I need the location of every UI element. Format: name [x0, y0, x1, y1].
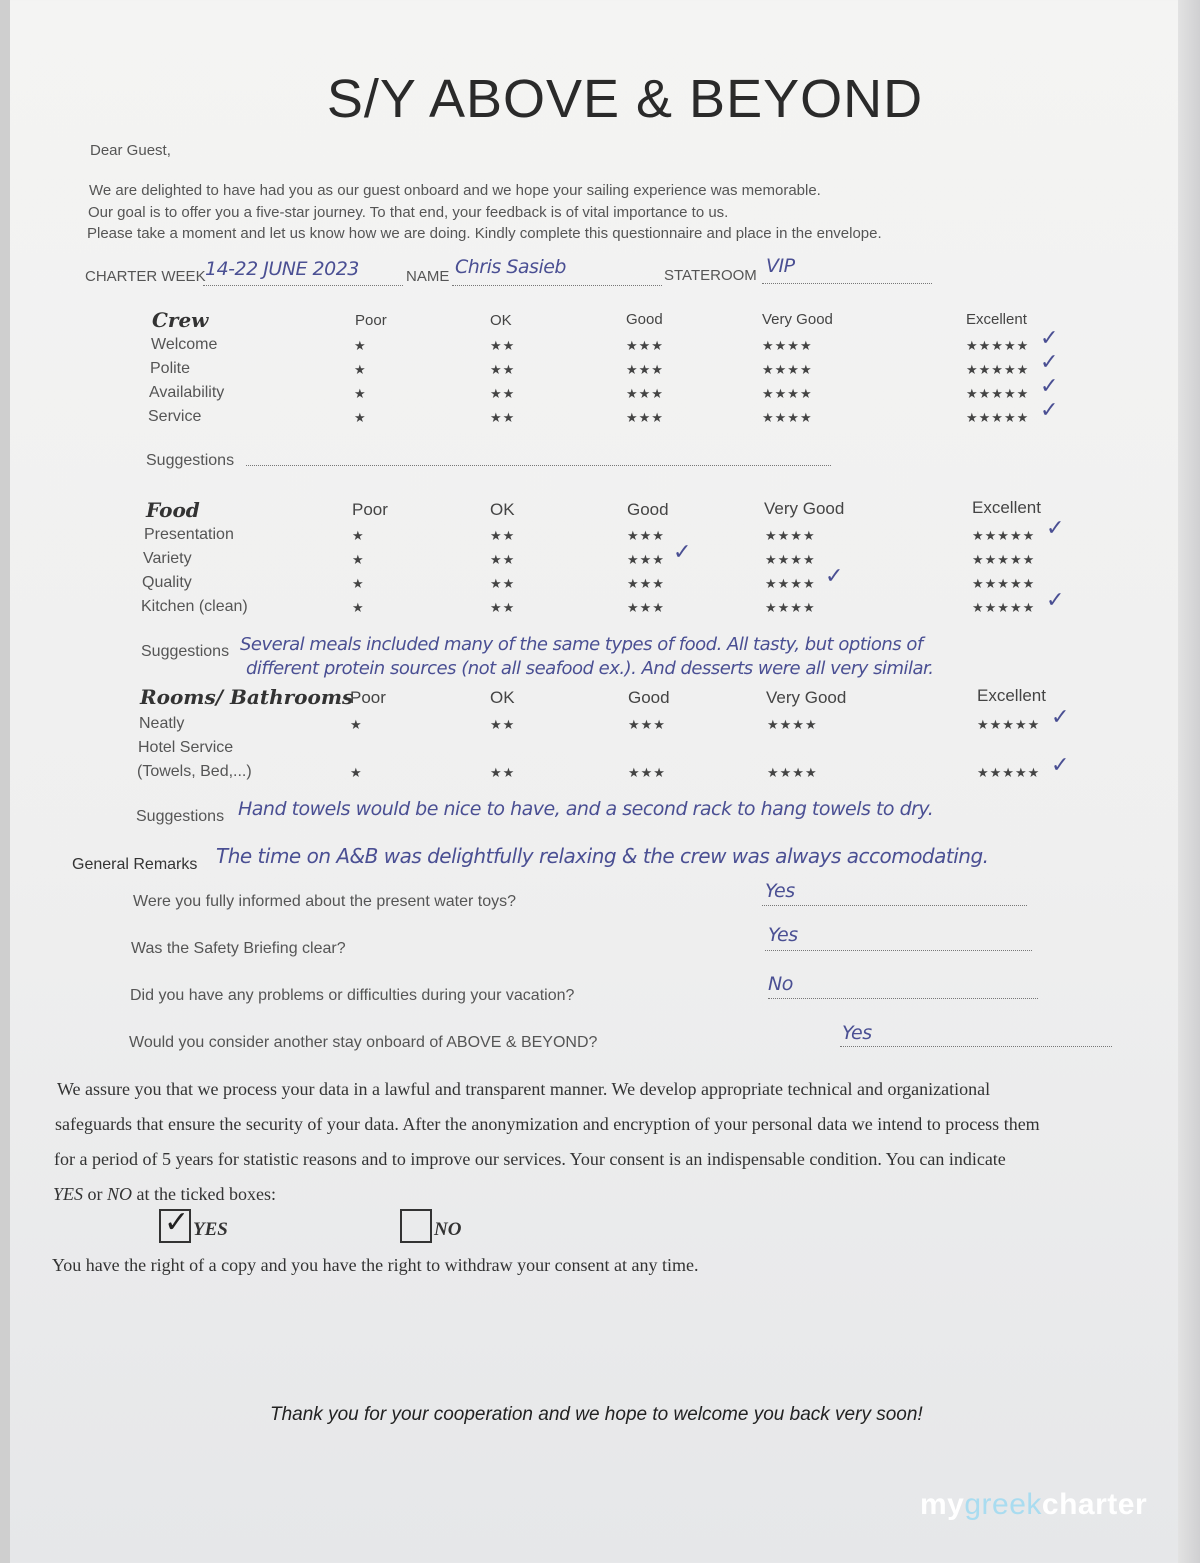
food-rating-option[interactable]: ★★★★★: [972, 552, 1036, 567]
food-rating-option[interactable]: ★★★★★: [972, 576, 1036, 591]
charter-week-line: [203, 285, 403, 286]
rooms-suggestion[interactable]: Hand towels would be nice to have, and a second rack to hang towels to dry.: [238, 798, 934, 820]
question-answer[interactable]: Yes: [842, 1022, 872, 1044]
rooms-rating-option[interactable]: ★★★★: [767, 765, 818, 780]
food-rating-option[interactable]: ★★★★: [765, 528, 816, 543]
crew-rating-option[interactable]: ★: [354, 410, 367, 425]
charter-week-value[interactable]: 14-22 JUNE 2023: [205, 258, 359, 280]
food-rating-option[interactable]: ★★★: [627, 576, 665, 591]
crew-rating-option[interactable]: ★: [354, 386, 367, 401]
crew-row-label: Polite: [150, 360, 191, 377]
stateroom-label: STATEROOM: [664, 267, 757, 284]
question-text: Were you fully informed about the present water toys?: [133, 893, 517, 910]
general-remarks-label: General Remarks: [72, 856, 198, 873]
crew-row-label: Service: [148, 408, 202, 425]
crew-heading: Crew: [152, 308, 209, 332]
brand-part-1: my: [920, 1488, 965, 1521]
food-rating-option[interactable]: ★: [352, 528, 365, 543]
check-icon: ✓: [164, 1205, 190, 1240]
rooms-col-ok: OK: [490, 688, 515, 707]
rooms-rating-option[interactable]: ★★★: [628, 765, 666, 780]
food-rating-option[interactable]: ★★: [490, 528, 516, 543]
check-icon: ✓: [673, 540, 692, 565]
food-col-very-good: Very Good: [764, 499, 845, 518]
crew-rating-option[interactable]: ★★: [490, 362, 516, 377]
food-col-excellent: Excellent: [972, 498, 1041, 517]
food-row-label: Kitchen (clean): [141, 598, 248, 615]
food-rating-option[interactable]: ★★: [490, 552, 516, 567]
check-icon: ✓: [1040, 350, 1059, 375]
answer-line: [762, 905, 1027, 906]
name-value[interactable]: Chris Sasieb: [455, 256, 566, 278]
check-icon: ✓: [1046, 516, 1065, 541]
crew-col-excellent: Excellent: [966, 311, 1027, 328]
crew-row-label: Availability: [149, 384, 225, 401]
answer-line: [840, 1046, 1112, 1047]
crew-col-poor: Poor: [355, 312, 387, 329]
food-col-good: Good: [627, 500, 669, 519]
crew-suggestions-label: Suggestions: [146, 452, 235, 469]
crew-rating-option[interactable]: ★★★: [626, 362, 664, 377]
food-rating-option[interactable]: ★★★★: [765, 576, 816, 591]
food-col-poor: Poor: [352, 500, 388, 519]
name-label: NAME: [406, 268, 450, 285]
food-suggestion-line-2[interactable]: different protein sources (not all seafood ex.). And desserts were all very similar.: [246, 658, 934, 679]
food-rating-option[interactable]: ★★★★★: [972, 528, 1036, 543]
check-icon: ✓: [1051, 753, 1070, 778]
thanks-text: Thank you for your cooperation and we hope to welcome you back very soon!: [270, 1404, 923, 1425]
crew-row-label: Welcome: [151, 336, 218, 353]
crew-rating-option[interactable]: ★★★★★: [966, 410, 1030, 425]
crew-rating-option[interactable]: ★★★★: [762, 410, 813, 425]
paper-edge-left: [0, 0, 10, 1563]
check-icon: ✓: [1046, 588, 1065, 613]
brand-part-3: charter: [1041, 1488, 1148, 1521]
crew-col-good: Good: [626, 311, 663, 328]
brand-part-2: greek: [964, 1488, 1042, 1521]
crew-rating-option[interactable]: ★★★★★: [966, 338, 1030, 353]
crew-rating-option[interactable]: ★★: [490, 338, 516, 353]
food-suggestion-line-1[interactable]: Several meals included many of the same types of food. All tasty, but options of: [240, 634, 923, 655]
rooms-col-poor: Poor: [350, 688, 386, 707]
rooms-col-very-good: Very Good: [766, 688, 847, 707]
charter-week-label: CHARTER WEEK: [85, 268, 206, 285]
question-text: Was the Safety Briefing clear?: [131, 940, 346, 957]
food-row-label: Variety: [143, 550, 192, 567]
intro-line-3: Please take a moment and let us know how we are doing. Kindly complete this questionnaire and place in the envelope.: [87, 225, 882, 242]
greeting: Dear Guest,: [90, 142, 171, 159]
food-row-label: Quality: [142, 574, 192, 591]
rooms-rating-option[interactable]: ★★: [490, 717, 516, 732]
crew-col-very-good: Very Good: [762, 311, 833, 328]
check-icon: ✓: [1040, 398, 1059, 423]
rooms-col-excellent: Excellent: [977, 686, 1046, 705]
crew-rating-option[interactable]: ★★★: [626, 410, 664, 425]
stateroom-line: [762, 283, 932, 284]
food-rating-option[interactable]: ★★★★: [765, 552, 816, 567]
crew-rating-option[interactable]: ★★: [490, 386, 516, 401]
privacy-or-word: or: [87, 1184, 103, 1204]
food-heading: Food: [146, 498, 200, 522]
rights-text: You have the right of a copy and you have the right to withdraw your consent at any time.: [52, 1255, 699, 1275]
privacy-line-4: [53, 1184, 276, 1205]
food-rating-option[interactable]: ★★: [490, 576, 516, 591]
food-rating-option[interactable]: ★: [352, 600, 365, 615]
crew-rating-option[interactable]: ★★★★★: [966, 362, 1030, 377]
consent-no-checkbox[interactable]: [400, 1209, 432, 1243]
food-rating-option[interactable]: ★★★★★: [972, 600, 1036, 615]
general-remarks-value[interactable]: The time on A&B was delightfully relaxing & the crew was always accomodating.: [216, 844, 989, 868]
food-row-label: Presentation: [144, 526, 234, 543]
privacy-yes-word: YES: [53, 1184, 84, 1204]
food-rating-option[interactable]: ★: [352, 552, 365, 567]
crew-rating-option[interactable]: ★: [354, 362, 367, 377]
food-rating-option[interactable]: ★★★: [627, 528, 665, 543]
name-line: [452, 285, 662, 286]
rooms-rating-option[interactable]: ★★★★★: [977, 717, 1041, 732]
crew-col-ok: OK: [490, 312, 512, 329]
rooms-rating-option[interactable]: ★: [350, 765, 363, 780]
privacy-line-1: We assure you that we process your data in a lawful and transparent manner. We develop appropriate technical and organizational: [57, 1079, 991, 1099]
check-icon: ✓: [825, 564, 844, 589]
question-text: Did you have any problems or difficulties during your vacation?: [130, 987, 575, 1004]
question-answer[interactable]: No: [768, 973, 793, 995]
question-text: Would you consider another stay onboard of ABOVE & BEYOND?: [129, 1034, 598, 1051]
rooms-rating-option[interactable]: ★: [350, 717, 363, 732]
consent-yes-checkbox[interactable]: [159, 1205, 191, 1243]
crew-rating-option[interactable]: ★★: [490, 410, 516, 425]
rooms-row-label-2: (Towels, Bed,...): [137, 763, 252, 780]
answer-line: [765, 950, 1032, 951]
crew-rating-option[interactable]: ★★★: [626, 338, 664, 353]
food-rating-option[interactable]: ★: [352, 576, 365, 591]
crew-rating-option[interactable]: ★★★★: [762, 362, 813, 377]
crew-rating-option[interactable]: ★★★★: [762, 386, 813, 401]
food-suggestions-label: Suggestions: [141, 643, 230, 660]
rooms-suggestions-label: Suggestions: [136, 808, 225, 825]
stateroom-value[interactable]: VIP: [766, 255, 795, 277]
rooms-row-label: Hotel Service: [138, 739, 234, 756]
rooms-rating-option[interactable]: ★★: [490, 765, 516, 780]
page-title: S/Y ABOVE & BEYOND: [326, 69, 924, 129]
privacy-no-word: NO: [107, 1184, 133, 1204]
intro-line-2: Our goal is to offer you a five-star journey. To that end, your feedback is of vital importance to us.: [88, 204, 729, 221]
rooms-row-label: Neatly: [139, 715, 185, 732]
question-answer[interactable]: Yes: [765, 880, 795, 902]
food-col-ok: OK: [490, 500, 515, 519]
consent-no-label: NO: [434, 1219, 462, 1240]
crew-rating-option[interactable]: ★: [354, 338, 367, 353]
intro-line-1: We are delighted to have had you as our guest onboard and we hope your sailing experience was memorable.: [89, 182, 821, 199]
food-rating-option[interactable]: ★★★★: [765, 600, 816, 615]
check-icon: ✓: [1051, 705, 1070, 730]
check-icon: ✓: [1040, 326, 1059, 351]
food-rating-option[interactable]: ★★★: [627, 552, 665, 567]
crew-suggestions-line: [246, 465, 831, 466]
rooms-heading: Rooms/ Bathrooms: [140, 685, 354, 709]
rooms-col-good: Good: [628, 688, 670, 707]
rooms-rating-option[interactable]: ★★★★: [767, 717, 818, 732]
consent-yes-label: YES: [193, 1219, 228, 1240]
privacy-rest: at the ticked boxes:: [136, 1184, 276, 1204]
brand-logo: [920, 1488, 1147, 1522]
rooms-rating-option[interactable]: ★★★: [628, 717, 666, 732]
crew-rating-option[interactable]: ★★★: [626, 386, 664, 401]
food-rating-option[interactable]: ★★★: [627, 600, 665, 615]
crew-rating-option[interactable]: ★★★★: [762, 338, 813, 353]
check-icon: ✓: [1040, 374, 1059, 399]
answer-line: [768, 998, 1038, 999]
paper-edge-right: [1178, 0, 1200, 1563]
crew-rating-option[interactable]: ★★★★★: [966, 386, 1030, 401]
privacy-line-3: for a period of 5 years for statistic reasons and to improve our services. Your consent is an indispensable condition. You can indicate: [54, 1149, 1006, 1169]
rooms-rating-option[interactable]: ★★★★★: [977, 765, 1041, 780]
question-answer[interactable]: Yes: [768, 924, 798, 946]
food-rating-option[interactable]: ★★: [490, 600, 516, 615]
privacy-line-2: safeguards that ensure the security of your data. After the anonymization and encryption of your personal data we intend to process them: [55, 1114, 1040, 1134]
